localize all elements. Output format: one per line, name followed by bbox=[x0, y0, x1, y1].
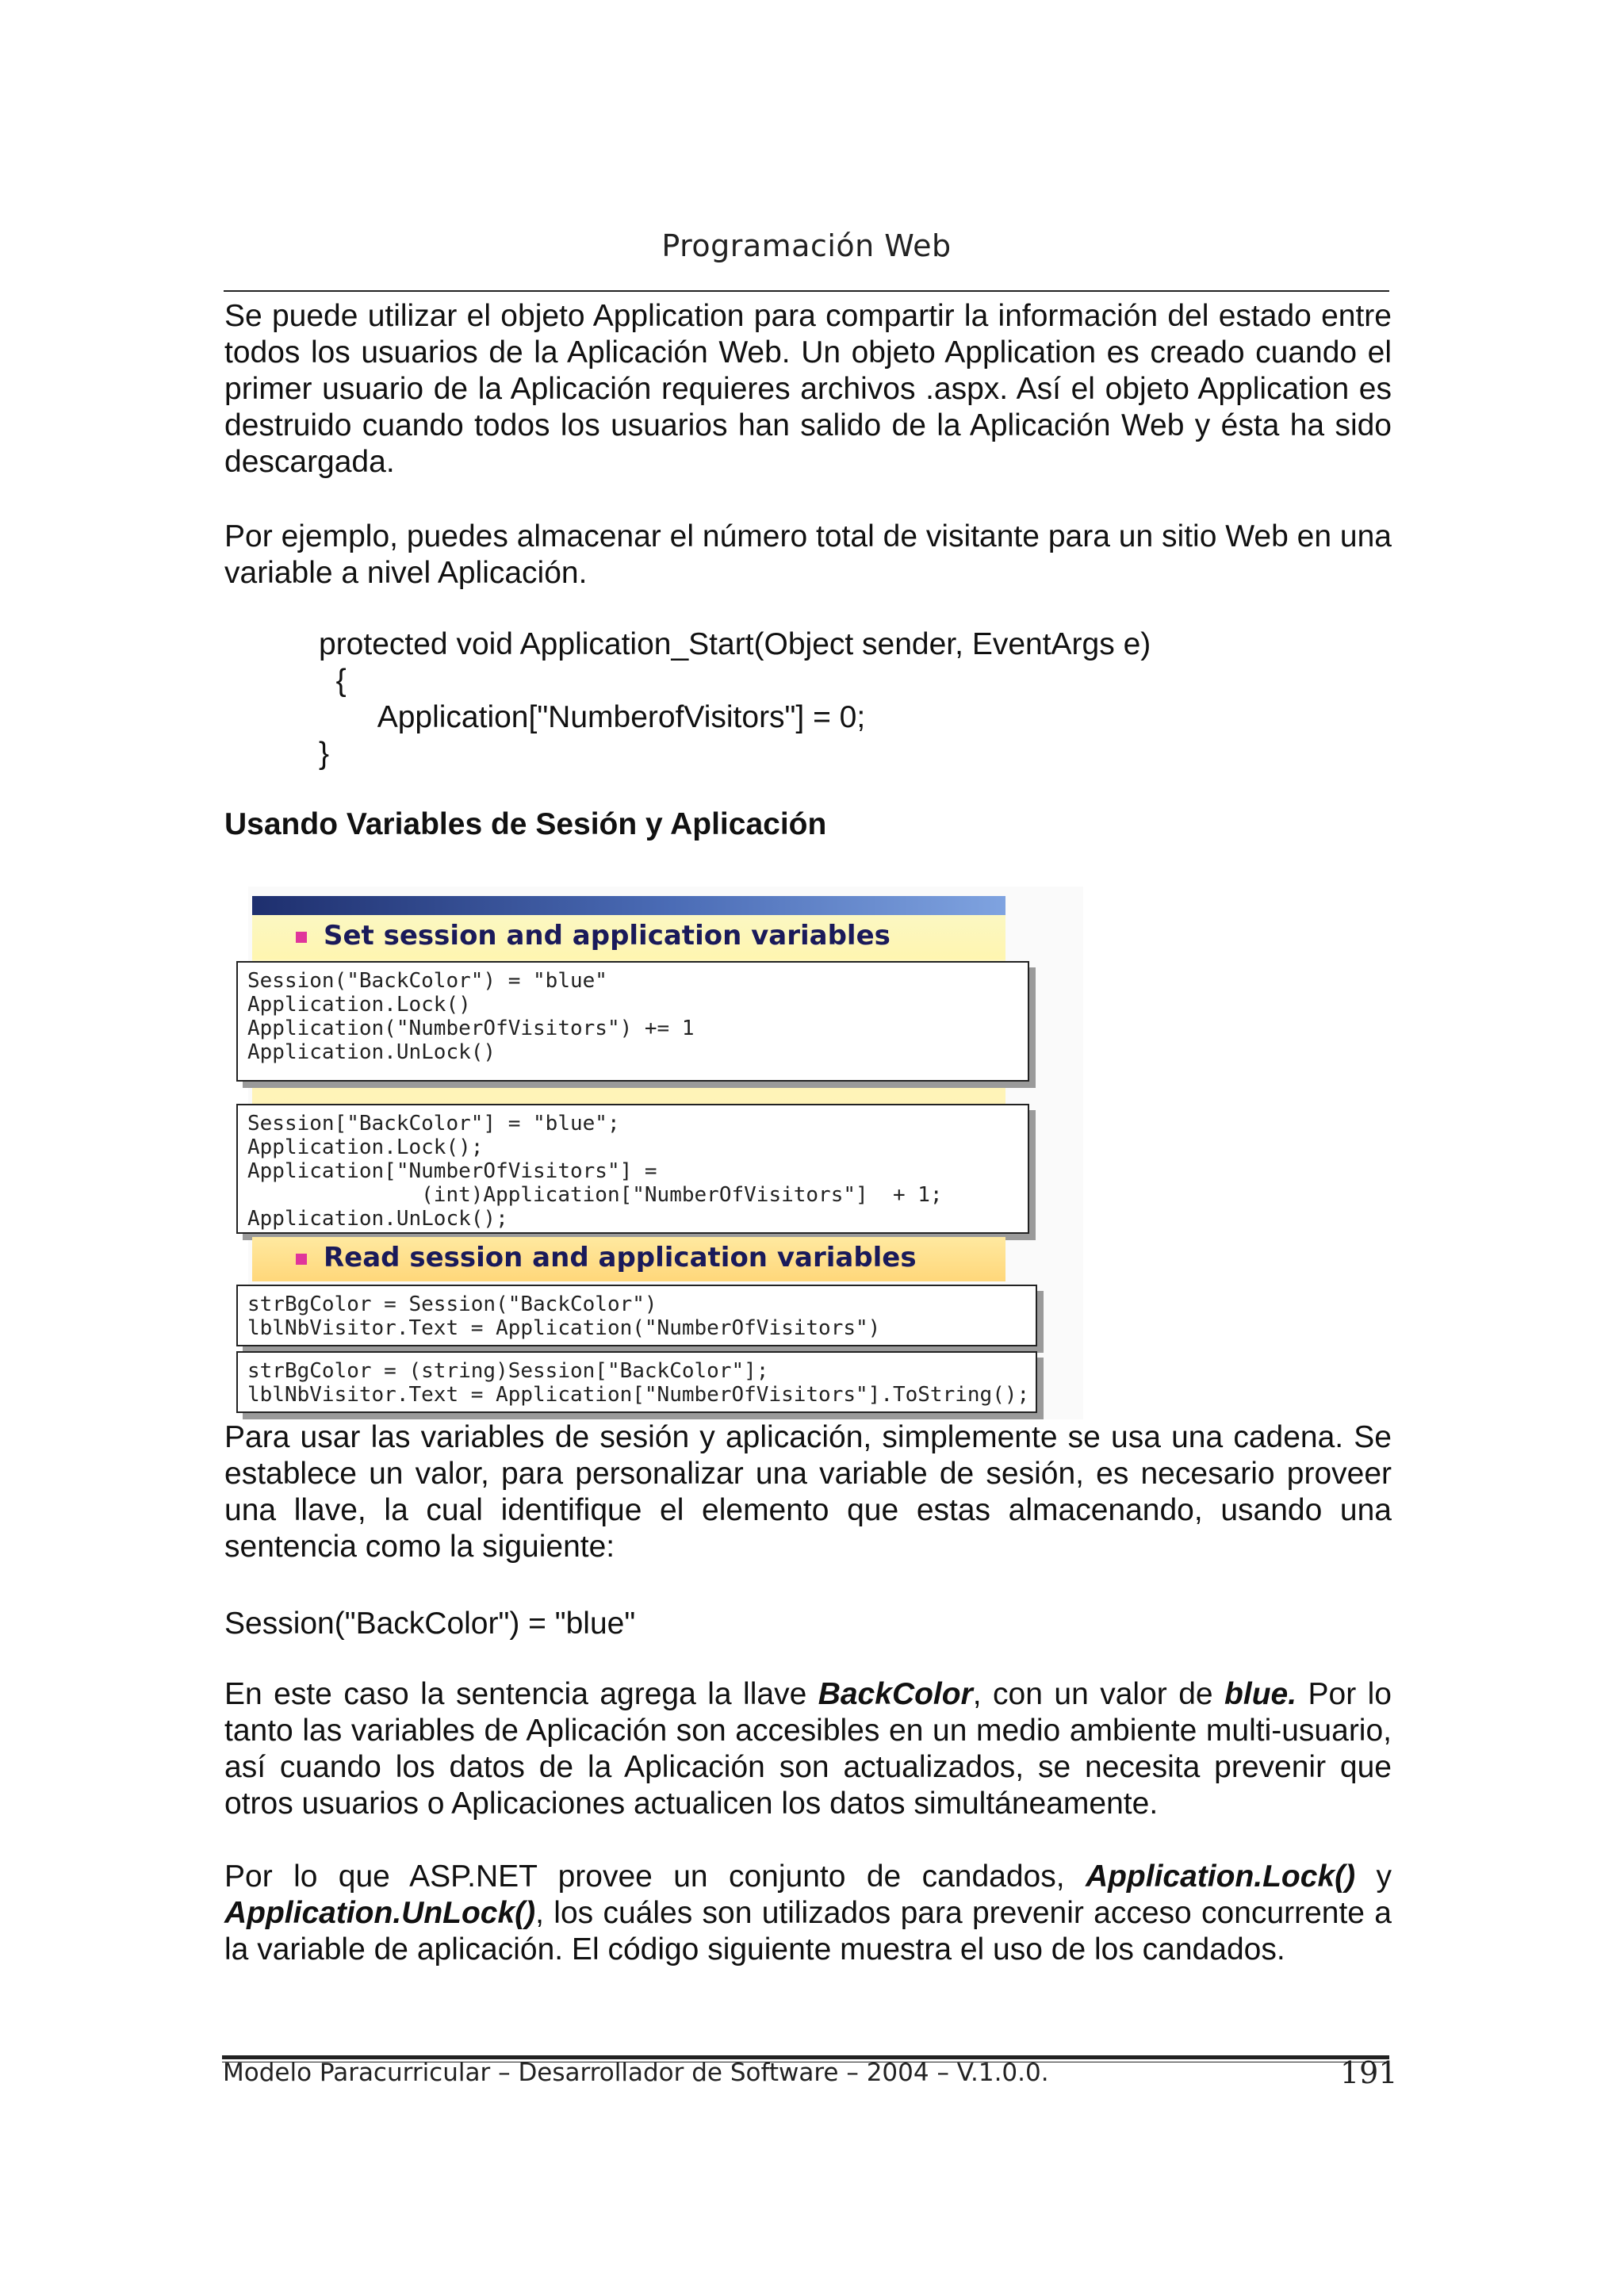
paragraph-example: Por ejemplo, puedes almacenar el número total de visitante para un sitio Web en una variable a nivel Aplicación. bbox=[224, 519, 1392, 590]
emphasis-lock: Application.Lock() bbox=[1085, 1859, 1356, 1894]
emphasis-backcolor: BackColor bbox=[818, 1677, 973, 1711]
band-label-read: Read session and application variables bbox=[324, 1242, 917, 1273]
slide-title-bar bbox=[252, 896, 1005, 915]
text-run: , los cuáles son utilizados para prevenir acceso concurrente a la variable de aplicación. El código siguiente muestra el uso de los candados. bbox=[224, 1896, 1392, 1967]
text-run: y bbox=[1355, 1859, 1392, 1894]
emphasis-blue: blue. bbox=[1224, 1677, 1297, 1711]
code-box-cs-read: strBgColor = (string)Session["BackColor"]; lblNbVisitor.Text = Application["NumberOfVisitors"].ToString(); bbox=[236, 1351, 1037, 1413]
code-box-vb-read: strBgColor = Session("BackColor") lblNbVisitor.Text = Application("NumberOfVisitors") bbox=[236, 1285, 1037, 1346]
page-header-title: Programación Web bbox=[661, 228, 952, 263]
emphasis-unlock: Application.UnLock() bbox=[224, 1896, 536, 1930]
text-run: En este caso la sentencia agrega la llave bbox=[224, 1677, 818, 1711]
text-run: , con un valor de bbox=[972, 1677, 1225, 1711]
paragraph-backcolor bbox=[224, 1676, 1392, 1822]
page-number: 191 bbox=[1340, 2055, 1398, 2090]
header-divider bbox=[224, 290, 1389, 292]
footer-text: Modelo Paracurricular – Desarrollador de Software – 2004 – V.1.0.0. bbox=[223, 2058, 1049, 2087]
bullet-icon bbox=[296, 932, 307, 943]
slide-band-set bbox=[252, 915, 1005, 959]
slide-figure bbox=[248, 887, 1083, 1419]
section-heading: Usando Variables de Sesión y Aplicación bbox=[224, 807, 827, 841]
code-box-vb-set: Session("BackColor") = "blue" Application.Lock() Application("NumberOfVisitors") += 1 Application.UnLock() bbox=[236, 961, 1029, 1082]
paragraph-locks bbox=[224, 1859, 1392, 1968]
code-application-start: protected void Application_Start(Object sender, EventArgs e) { Application["NumberofVisitors"] = 0; } bbox=[319, 627, 1151, 771]
code-box-cs-set: Session["BackColor"] = "blue"; Application.Lock(); Application["NumberOfVisitors"] = (int)Application["NumberOfVisitors"] + 1; Application.UnLock(); bbox=[236, 1104, 1029, 1234]
text-run: Por lo tanto las variables de Aplicación son accesibles en un medio ambiente multi-usuario, así cuando los datos de la Aplicación son actualizados, se necesita prevenir que otros usuarios o Aplicaciones actualicen los datos simultáneamente. bbox=[224, 1677, 1392, 1821]
slide-band-read bbox=[252, 1237, 1005, 1281]
text-run: Por lo que ASP.NET provee un conjunto de candados, bbox=[224, 1859, 1086, 1894]
paragraph-usage: Para usar las variables de sesión y aplicación, simplemente se usa una cadena. Se establece un valor, para personalizar una variable de sesión, es necesario proveer una llave, la cual identifique el elemento que estas almacenando, usando una sentencia como la siguiente: bbox=[224, 1420, 1392, 1564]
paragraph-intro: Se puede utilizar el objeto Application para compartir la información del estado entre todos los usuarios de la Aplicación Web. Un objeto Application es creado cuando el primer usuario de la Aplicación requieres archivos .aspx. Así el objeto Application es destruido cuando todos los usuarios han salido de la Aplicación Web y ésta ha sido descargada. bbox=[224, 299, 1392, 479]
band-label-set: Set session and application variables bbox=[324, 920, 891, 952]
bullet-icon bbox=[296, 1254, 307, 1265]
code-session-line: Session("BackColor") = "blue" bbox=[224, 1607, 636, 1641]
